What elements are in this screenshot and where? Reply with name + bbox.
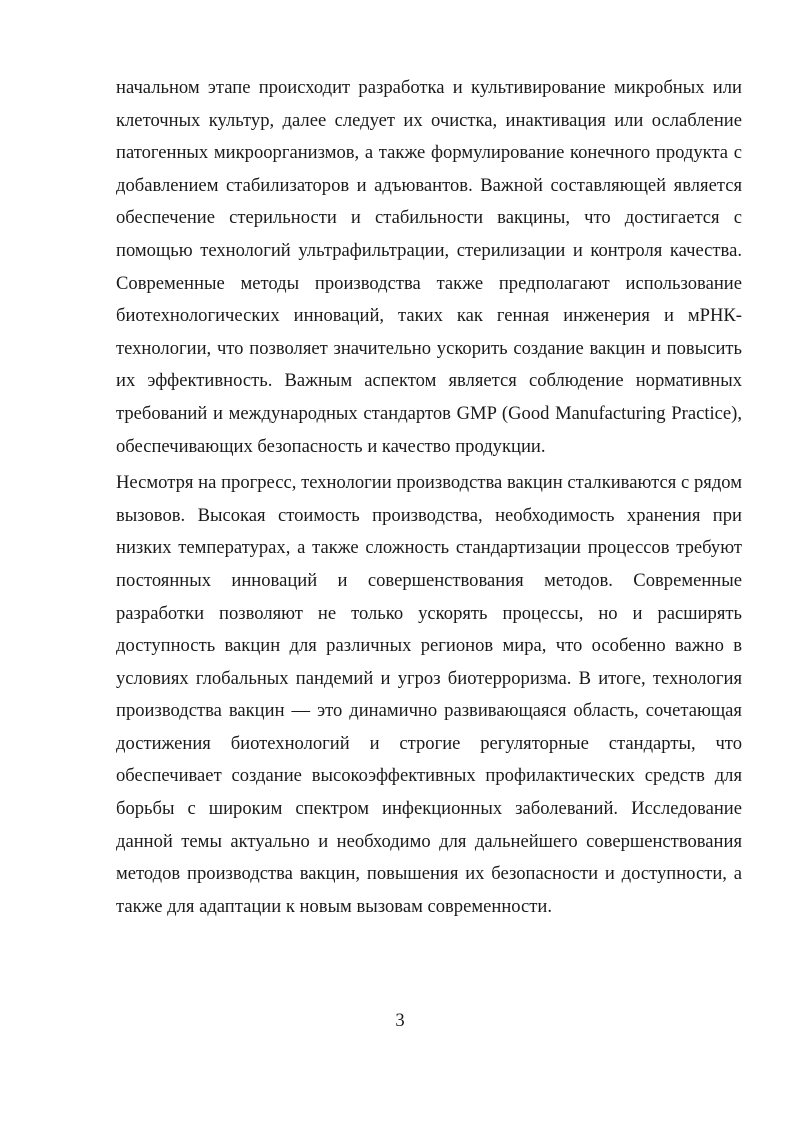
page-number: 3 xyxy=(395,1010,405,1031)
body-text xyxy=(116,72,742,923)
paragraph-2: Несмотря на прогресс, технологии производства вакцин сталкиваются с рядом вызовов. Высокая стоимость производства, необходимость хранения при низких температурах, а также сложность стандартизации процессов требуют постоянных инноваций и совершенствования методов. Современные разработки позволяют не только ускорять процессы, но и расширять доступность вакцин для различных регионов мира, что особенно важно в условиях глобальных пандемий и угроз биотерроризма. В итоге, технология производства вакцин — это динамично развивающаяся область, сочетающая достижения биотехнологий и строгие регуляторные стандарты, что обеспечивает создание высокоэффективных профилактических средств для борьбы с широким спектром инфекционных заболеваний. Исследование данной темы актуально и необходимо для дальнейшего совершенствования методов производства вакцин, повышения их безопасности и доступности, а также для адаптации к новым вызовам современности. xyxy=(116,472,742,917)
paragraph-1: начальном этапе происходит разработка и культивирование микробных или клеточных культур, далее следует их очистка, инактивация или ослабление патогенных микроорганизмов, а также формулирование конечного продукта с добавлением стабилизаторов и адъювантов. Важной составляющей является обеспечение стерильности и стабильности вакцины, что достигается с помощью технологий ультрафильтрации, стерилизации и контроля качества. Современные методы производства также предполагают использование биотехнологических инноваций, таких как генная инженерия и мРНК-технологии, что позволяет значительно ускорить создание вакцин и повысить их эффективность. Важным аспектом является соблюдение нормативных требований и международных стандартов GMP (Good Manufacturing Practice), обеспечивающих безопасность и качество продукции. xyxy=(116,77,742,457)
